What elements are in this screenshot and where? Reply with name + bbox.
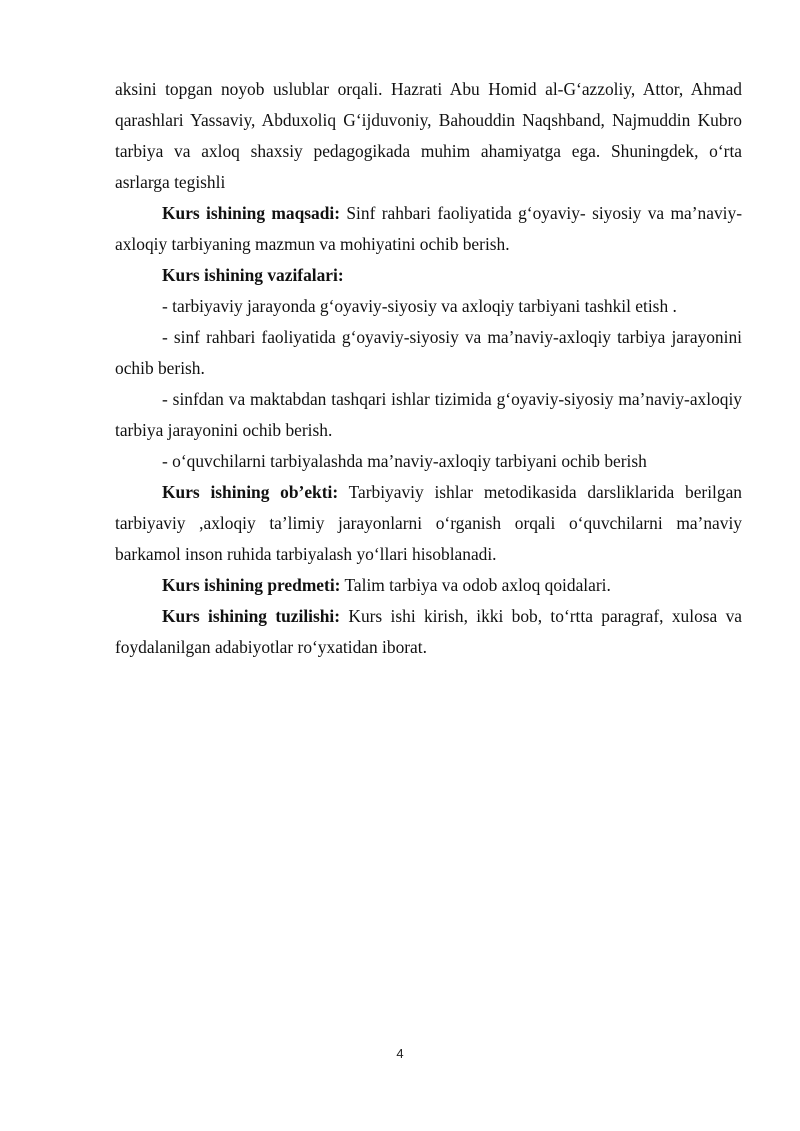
subject-label: Kurs ishining predmeti: <box>162 575 341 595</box>
goal-paragraph <box>115 198 742 260</box>
structure-label: Kurs ishining tuzilishi: <box>162 606 341 626</box>
goal-text: Sinf rahbari faoliyatida g‘oyaviy- siyosiy va ma’naviy- axloqiy tarbiyaning mazmun va mohiyatini ochib berish. <box>115 203 742 254</box>
task-item-3: - sinfdan va maktabdan tashqari ishlar tizimida g‘oyaviy-siyosiy ma’naviy-axloqiy tarbiya jarayonini ochib berish. <box>115 389 742 440</box>
task-item-2: - sinf rahbari faoliyatida g‘oyaviy-siyosiy va ma’naviy-axloqiy tarbiya jarayonini ochib berish. <box>115 327 742 378</box>
object-paragraph <box>115 477 742 570</box>
page-number: 4 <box>396 1046 404 1061</box>
structure-paragraph <box>115 601 742 663</box>
structure-text: Kurs ishi kirish, ikki bob, to‘rtta paragraf, xulosa va foydalanilgan adabiyotlar ro‘yxatidan iborat. <box>115 606 742 657</box>
object-text: Tarbiyaviy ishlar metodikasida darsliklarida berilgan tarbiyaviy ,axloqiy ta’limiy jarayonlarni o‘rganish orqali o‘quvchilarni ma’naviy barkamol inson ruhida tarbiyalash yo‘llari hisoblanadi. <box>115 482 742 564</box>
page-body <box>115 74 742 663</box>
task-item-1: - tarbiyaviy jarayonda g‘oyaviy-siyosiy va axloqiy tarbiyani tashkil etish . <box>162 296 677 316</box>
subject-paragraph <box>115 570 742 601</box>
intro-paragraph: aksini topgan noyob uslublar orqali. Hazrati Abu Homid al-G‘azzoliy, Attor, Ahmad qarashlari Yassaviy, Abduxoliq G‘ijduvoniy, Bahouddin Naqshband, Najmuddin Kubro tarbiya va axloq shaxsiy pedagogikada muhim ahamiyatga ega. Shuningdek, o‘rta asrlarga tegishli <box>115 79 742 192</box>
object-label: Kurs ishining ob’ekti: <box>162 482 339 502</box>
tasks-heading: Kurs ishining vazifalari: <box>162 265 344 285</box>
task-item-4: - o‘quvchilarni tarbiyalashda ma’naviy-axloqiy tarbiyani ochib berish <box>162 451 647 471</box>
subject-text: Talim tarbiya va odob axloq qoidalari. <box>340 575 611 595</box>
goal-label: Kurs ishining maqsadi: <box>162 203 341 223</box>
